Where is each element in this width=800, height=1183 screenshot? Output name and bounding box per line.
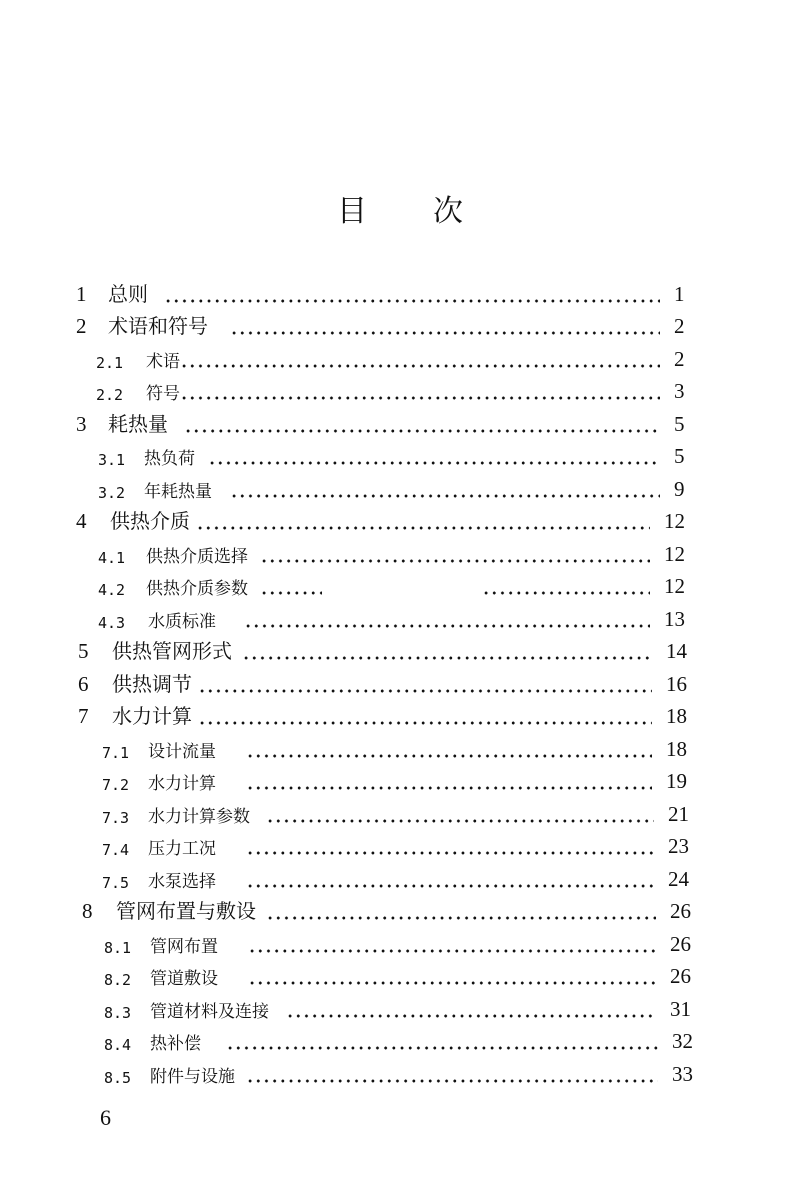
toc-entry-number: 4.2 [98,581,126,599]
toc-dot-leader [242,656,652,660]
toc-entry-title: 水力计算 [112,704,192,728]
toc-dot-leader [286,1014,656,1018]
toc-chapter-entry[interactable] [0,279,800,309]
toc-entry-number: 4.3 [98,614,126,632]
toc-dot-leader [246,1079,658,1083]
toc-page-number: 26 [670,964,691,988]
toc-chapter-entry[interactable] [0,896,800,926]
toc-dot-leader [248,949,656,953]
toc-dot-leader [198,721,652,725]
toc-entry-number: 2.1 [96,354,124,372]
toc-entry-title: 热负荷 [144,449,195,469]
toc-entry-number: 1 [76,282,87,306]
toc-section-entry[interactable] [0,376,800,406]
toc-page-number: 12 [664,509,685,533]
toc-page-number: 9 [674,477,685,501]
title-char-2: 次 [433,194,463,229]
toc-entry-number: 7.4 [102,841,130,859]
toc-section-entry[interactable] [0,799,800,829]
toc-entry-title: 管网布置与敷设 [116,899,256,923]
toc-entry-title: 供热介质 [110,509,190,533]
toc-dot-leader [246,884,654,888]
toc-dot-leader [196,526,650,530]
toc-entry-number: 3.1 [98,451,126,469]
toc-entry-number: 8.5 [104,1069,132,1087]
toc-entry-number: 8.2 [104,971,132,989]
toc-entry-number: 8.1 [104,939,132,957]
toc-section-entry[interactable] [0,831,800,861]
toc-section-entry[interactable] [0,474,800,504]
toc-page-number: 18 [666,704,687,728]
toc-entry-number: 4 [76,509,87,533]
toc-dot-leader [198,689,652,693]
toc-section-entry[interactable] [0,1059,800,1089]
toc-chapter-entry[interactable] [0,506,800,536]
toc-page-number: 5 [674,444,685,468]
toc-section-entry[interactable] [0,929,800,959]
toc-page-number: 26 [670,899,691,923]
toc-page-number: 14 [666,639,687,663]
toc-section-entry[interactable] [0,1026,800,1056]
toc-entry-title: 供热调节 [112,672,192,696]
toc-dot-leader [230,494,660,498]
title-char-1: 目 [337,194,367,229]
footer-page-number: 6 [100,1105,111,1130]
toc-dot-leader [180,396,660,400]
toc-page-number: 16 [666,672,687,696]
toc-section-entry[interactable] [0,734,800,764]
toc-entry-title: 水质标准 [148,612,216,632]
toc-page-number: 13 [664,607,685,631]
toc-section-entry[interactable] [0,961,800,991]
toc-dot-leader [246,786,652,790]
toc-dot-leader [226,1046,658,1050]
toc-section-entry[interactable] [0,604,800,634]
toc-entry-title: 术语 [146,352,180,372]
toc-entry-title: 水力计算 [148,774,216,794]
toc-page-number: 2 [674,347,685,371]
toc-entry-title: 管道敷设 [150,969,218,989]
toc-entry-number: 6 [78,672,89,696]
toc-entry-title: 压力工况 [148,839,216,859]
toc-entry-title: 术语和符号 [108,314,208,338]
toc-dot-leader [244,624,650,628]
toc-entry-number: 3.2 [98,484,126,502]
toc-section-entry[interactable] [0,539,800,569]
toc-entry-title: 供热介质选择 [146,547,248,567]
toc-page-number: 3 [674,379,685,403]
toc-entry-number: 7.1 [102,744,130,762]
toc-entry-title: 设计流量 [148,742,216,762]
toc-dot-leader [208,461,660,465]
toc-dot-leader [246,851,654,855]
toc-section-entry[interactable] [0,344,800,374]
toc-chapter-entry[interactable] [0,701,800,731]
toc-page-number: 18 [666,737,687,761]
toc-entry-title: 水泵选择 [148,872,216,892]
toc-entry-title: 耗热量 [108,412,168,436]
toc-entry-number: 8.3 [104,1004,132,1022]
toc-chapter-entry[interactable] [0,311,800,341]
toc-page-number: 24 [668,867,689,891]
toc-entry-number: 7.5 [102,874,130,892]
toc-entry-number: 5 [78,639,89,663]
toc-chapter-entry[interactable] [0,636,800,666]
toc-entry-title: 水力计算参数 [148,807,250,827]
toc-section-entry[interactable] [0,441,800,471]
toc-entry-title: 热补偿 [150,1034,201,1054]
toc-dot-leader [184,429,660,433]
toc-section-entry[interactable] [0,571,800,601]
toc-entry-title: 总则 [108,282,148,306]
toc-entry-number: 7 [78,704,89,728]
toc-dot-leader [164,299,660,303]
toc-entry-title: 管道材料及连接 [150,1002,269,1022]
toc-entry-title: 附件与设施 [150,1067,235,1087]
toc-page-number: 26 [670,932,691,956]
toc-page-number: 31 [670,997,691,1021]
page-title [0,186,800,230]
toc-entry-title: 年耗热量 [144,482,212,502]
toc-entry-number: 8.4 [104,1036,132,1054]
toc-page-number: 23 [668,834,689,858]
toc-dot-leader [266,819,654,823]
toc-entry-number: 7.3 [102,809,130,827]
toc-page-number: 33 [672,1062,693,1086]
toc-dot-leader [482,591,650,595]
toc-dot-leader [260,591,322,595]
toc-dot-leader [248,981,656,985]
toc-entry-number: 2.2 [96,386,124,404]
toc-section-entry[interactable] [0,994,800,1024]
toc-entry-title: 供热介质参数 [146,579,248,599]
toc-page-number: 5 [674,412,685,436]
toc-dot-leader [230,331,660,335]
toc-chapter-entry[interactable] [0,409,800,439]
toc-entry-number: 8 [82,899,93,923]
toc-dot-leader [180,364,660,368]
toc-dot-leader [266,916,656,920]
toc-page-number: 19 [666,769,687,793]
toc-page-number: 2 [674,314,685,338]
toc-entry-number: 3 [76,412,87,436]
toc-page-number: 12 [664,574,685,598]
toc-page-number: 1 [674,282,685,306]
toc-entry-title: 管网布置 [150,937,218,957]
toc-section-entry[interactable] [0,864,800,894]
toc-page-number: 21 [668,802,689,826]
toc-page-number: 12 [664,542,685,566]
toc-dot-leader [246,754,652,758]
toc-entry-number: 7.2 [102,776,130,794]
toc-entry-number: 4.1 [98,549,126,567]
toc-page-number: 32 [672,1029,693,1053]
toc-entry-title: 符号 [146,384,180,404]
toc-entry-title: 供热管网形式 [112,639,232,663]
toc-chapter-entry[interactable] [0,669,800,699]
toc-entry-number: 2 [76,314,87,338]
toc-dot-leader [260,559,650,563]
toc-section-entry[interactable] [0,766,800,796]
